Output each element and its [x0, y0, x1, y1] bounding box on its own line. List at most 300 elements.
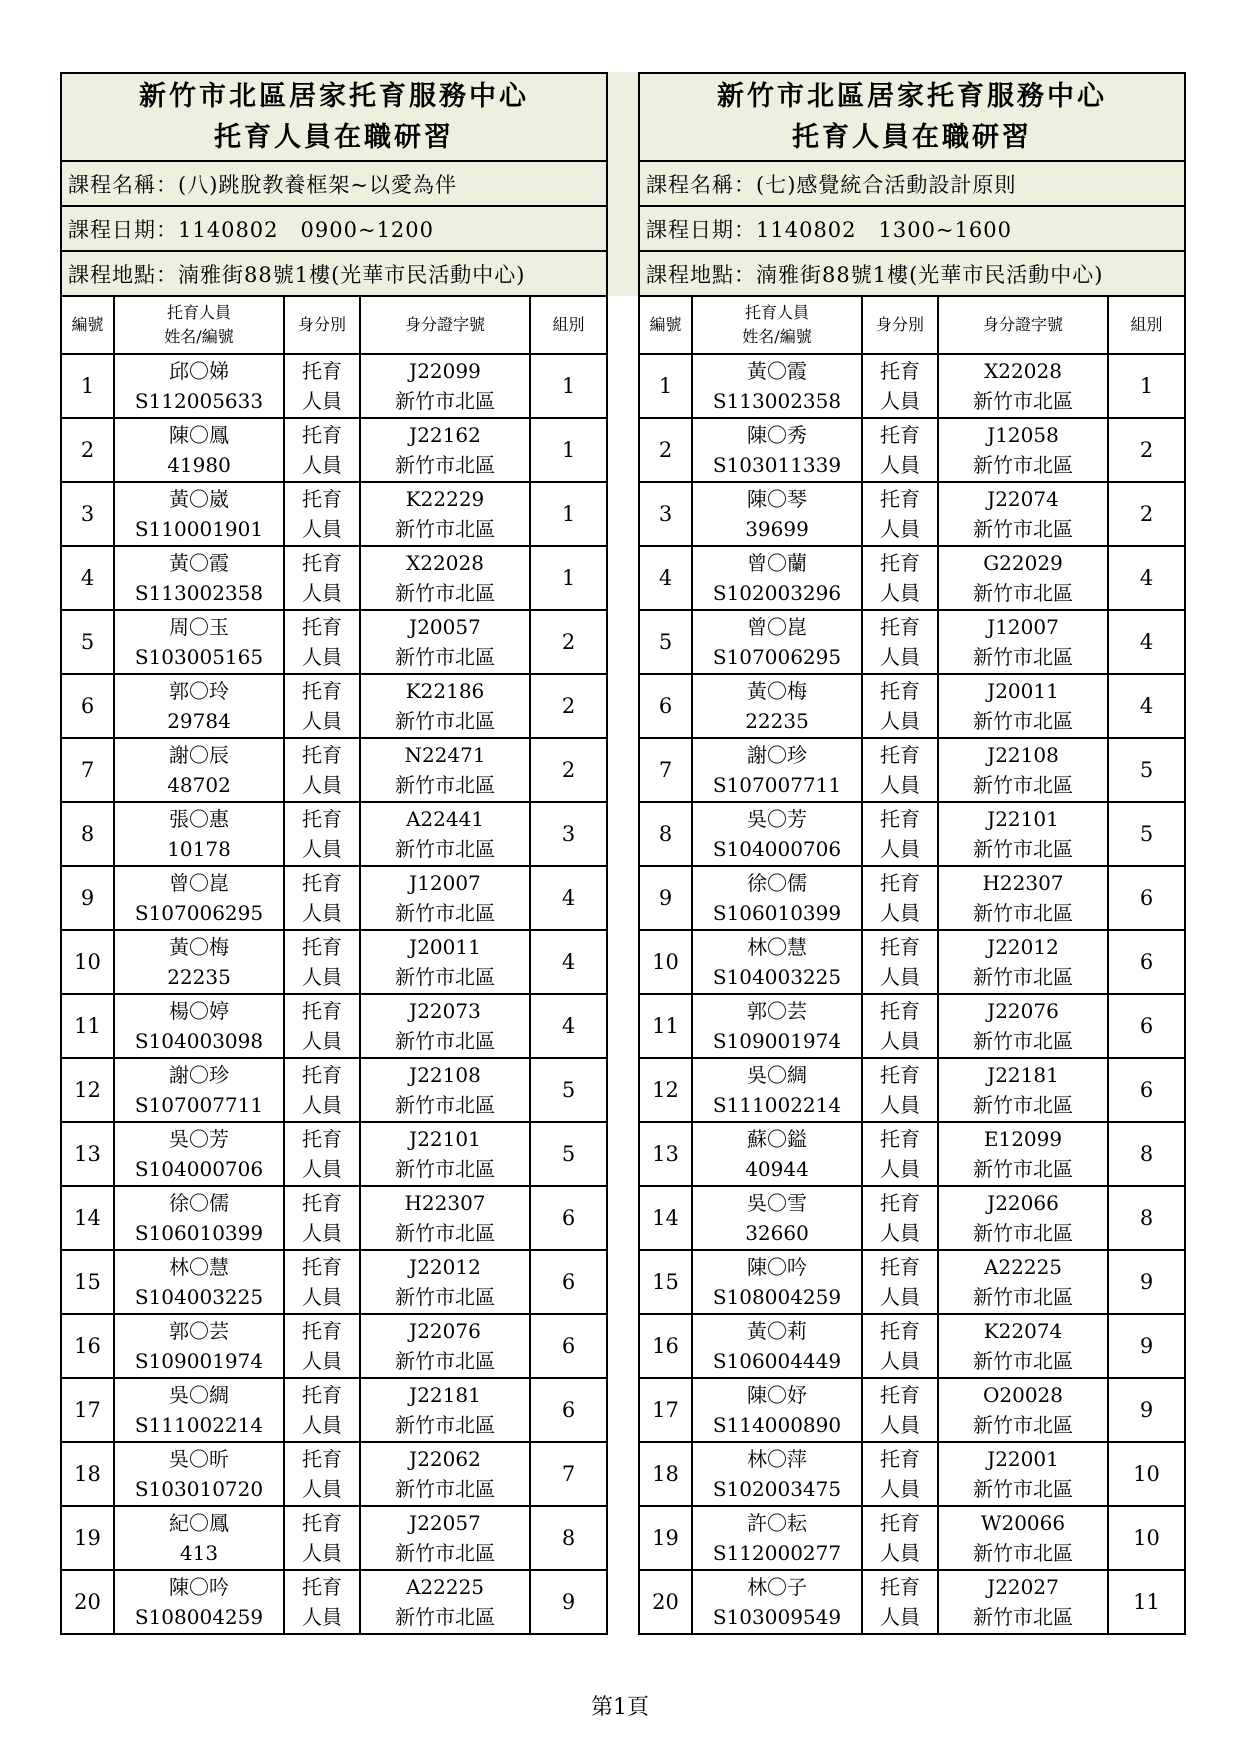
caregiver-code: S107007711 — [712, 773, 842, 797]
role-cell — [862, 418, 938, 482]
id-area: 新竹市北區 — [973, 1157, 1073, 1181]
row-number: 18 — [61, 1442, 114, 1506]
group-number: 1 — [530, 482, 607, 546]
group-number: 5 — [530, 1058, 607, 1122]
id-number: J22027 — [987, 1575, 1059, 1599]
id-area: 新竹市北區 — [395, 517, 495, 541]
header-no: 編號 — [639, 296, 692, 354]
id-cell — [938, 1058, 1108, 1122]
role-line-1: 托育 — [302, 935, 342, 959]
id-area: 新竹市北區 — [395, 645, 495, 669]
id-number: W20066 — [980, 1511, 1066, 1535]
caregiver-name: 紀〇鳳 — [169, 1511, 229, 1535]
role-line-2: 人員 — [302, 1349, 342, 1373]
caregiver-name: 曾〇蘭 — [747, 551, 807, 575]
id-cell — [938, 418, 1108, 482]
id-cell — [360, 418, 530, 482]
role-line-1: 托育 — [302, 1063, 342, 1087]
role-cell — [284, 1314, 360, 1378]
row-number: 5 — [639, 610, 692, 674]
caregiver-code: S106010399 — [712, 901, 842, 925]
table-row — [61, 1314, 607, 1378]
role-cell — [284, 1378, 360, 1442]
header-no: 編號 — [61, 296, 114, 354]
id-area: 新竹市北區 — [395, 1029, 495, 1053]
caregiver-name: 吳〇昕 — [169, 1447, 229, 1471]
role-line-2: 人員 — [302, 1477, 342, 1501]
row-number: 11 — [639, 994, 692, 1058]
caregiver-code: S103011339 — [712, 453, 842, 477]
id-number: A22225 — [983, 1255, 1063, 1279]
id-area: 新竹市北區 — [973, 645, 1073, 669]
id-cell — [360, 1442, 530, 1506]
row-number: 16 — [61, 1314, 114, 1378]
table-row — [61, 418, 607, 482]
caregiver-code: 41980 — [167, 453, 231, 477]
role-line-1: 托育 — [880, 1063, 920, 1087]
table-row — [61, 1378, 607, 1442]
caregiver-code: S109001974 — [712, 1029, 842, 1053]
row-number: 1 — [61, 354, 114, 418]
id-cell — [938, 1122, 1108, 1186]
role-line-1: 托育 — [302, 871, 342, 895]
caregiver-name: 徐〇儒 — [169, 1191, 229, 1215]
caregiver-name: 黃〇霞 — [747, 359, 807, 383]
id-number: J20011 — [987, 679, 1059, 703]
role-cell — [862, 1378, 938, 1442]
group-number: 4 — [530, 866, 607, 930]
id-cell — [938, 738, 1108, 802]
id-area: 新竹市北區 — [973, 773, 1073, 797]
group-number: 4 — [530, 930, 607, 994]
caregiver-cell — [114, 994, 284, 1058]
caregiver-code: S103005165 — [134, 645, 264, 669]
role-line-1: 托育 — [880, 1447, 920, 1471]
id-number: J22012 — [987, 935, 1059, 959]
table-row — [639, 866, 1185, 930]
id-area: 新竹市北區 — [395, 965, 495, 989]
table-row — [61, 1186, 607, 1250]
role-line-1: 托育 — [302, 1191, 342, 1215]
role-line-2: 人員 — [302, 965, 342, 989]
id-area: 新竹市北區 — [973, 1541, 1073, 1565]
id-cell — [360, 1058, 530, 1122]
id-cell — [938, 482, 1108, 546]
id-number: G22029 — [983, 551, 1063, 575]
role-cell — [284, 802, 360, 866]
group-number: 5 — [1108, 738, 1185, 802]
id-number: J12058 — [987, 423, 1059, 447]
row-number: 6 — [639, 674, 692, 738]
caregiver-cell — [114, 738, 284, 802]
table-row — [639, 354, 1185, 418]
role-cell — [284, 738, 360, 802]
id-number: J22074 — [987, 487, 1059, 511]
id-cell — [360, 1122, 530, 1186]
row-number: 8 — [61, 802, 114, 866]
caregiver-cell — [692, 802, 862, 866]
role-line-2: 人員 — [880, 837, 920, 861]
id-area: 新竹市北區 — [395, 1541, 495, 1565]
role-line-2: 人員 — [302, 645, 342, 669]
row-number: 6 — [61, 674, 114, 738]
role-line-1: 托育 — [880, 1511, 920, 1535]
id-area: 新竹市北區 — [973, 1221, 1073, 1245]
role-cell — [862, 802, 938, 866]
caregiver-name: 林〇子 — [747, 1575, 807, 1599]
id-area: 新竹市北區 — [973, 1285, 1073, 1309]
caregiver-cell — [692, 994, 862, 1058]
table-row — [61, 1250, 607, 1314]
table-row — [639, 738, 1185, 802]
caregiver-code: 32660 — [745, 1221, 809, 1245]
row-number: 7 — [61, 738, 114, 802]
group-number: 2 — [530, 674, 607, 738]
role-cell — [862, 1122, 938, 1186]
role-line-2: 人員 — [302, 1221, 342, 1245]
role-line-1: 托育 — [302, 551, 342, 575]
id-area: 新竹市北區 — [395, 581, 495, 605]
id-area: 新竹市北區 — [395, 453, 495, 477]
caregiver-code: S107006295 — [134, 901, 264, 925]
role-line-1: 托育 — [880, 807, 920, 831]
role-line-2: 人員 — [880, 581, 920, 605]
row-number: 20 — [61, 1570, 114, 1634]
id-area: 新竹市北區 — [395, 1093, 495, 1117]
roster-table — [638, 72, 1186, 1635]
role-line-1: 托育 — [302, 743, 342, 767]
id-number: J22057 — [409, 1511, 481, 1535]
table-row — [61, 610, 607, 674]
role-line-1: 托育 — [302, 1255, 342, 1279]
title-line-1: 新竹市北區居家托育服務中心 — [717, 81, 1108, 112]
caregiver-name: 曾〇崑 — [747, 615, 807, 639]
row-number: 7 — [639, 738, 692, 802]
group-number: 2 — [530, 738, 607, 802]
role-line-1: 托育 — [302, 1511, 342, 1535]
id-cell — [360, 1378, 530, 1442]
row-number: 20 — [639, 1570, 692, 1634]
group-number: 6 — [1108, 1058, 1185, 1122]
caregiver-cell — [114, 1314, 284, 1378]
table-header-row — [639, 296, 1185, 354]
header-name — [114, 296, 284, 354]
table-row — [61, 1058, 607, 1122]
id-number: J22012 — [409, 1255, 481, 1279]
caregiver-name: 林〇慧 — [747, 935, 807, 959]
group-number: 6 — [530, 1314, 607, 1378]
caregiver-name: 林〇慧 — [169, 1255, 229, 1279]
table-row — [639, 1186, 1185, 1250]
roster-left — [60, 72, 606, 1635]
caregiver-code: S104003225 — [712, 965, 842, 989]
role-line-1: 托育 — [302, 1127, 342, 1151]
id-number: J22066 — [987, 1191, 1059, 1215]
role-cell — [862, 1058, 938, 1122]
id-number: E12099 — [983, 1127, 1063, 1151]
id-area: 新竹市北區 — [395, 709, 495, 733]
role-cell — [284, 1506, 360, 1570]
id-area: 新竹市北區 — [973, 389, 1073, 413]
id-cell — [360, 1570, 530, 1634]
id-number: J22062 — [409, 1447, 481, 1471]
table-row — [639, 1314, 1185, 1378]
id-area: 新竹市北區 — [395, 773, 495, 797]
caregiver-cell — [692, 546, 862, 610]
role-line-2: 人員 — [880, 1605, 920, 1629]
caregiver-cell — [114, 866, 284, 930]
group-number: 10 — [1108, 1442, 1185, 1506]
role-line-1: 托育 — [302, 807, 342, 831]
header-id: 身分證字號 — [938, 296, 1108, 354]
id-number: J22001 — [987, 1447, 1059, 1471]
role-line-1: 托育 — [880, 999, 920, 1023]
caregiver-cell — [114, 802, 284, 866]
role-line-2: 人員 — [302, 453, 342, 477]
header-name — [692, 296, 862, 354]
caregiver-code: S110001901 — [134, 517, 264, 541]
caregiver-cell — [692, 1250, 862, 1314]
role-line-1: 托育 — [302, 1319, 342, 1343]
role-line-2: 人員 — [880, 709, 920, 733]
role-line-2: 人員 — [302, 581, 342, 605]
id-cell — [938, 1314, 1108, 1378]
id-number: K22074 — [983, 1319, 1063, 1343]
role-cell — [862, 1442, 938, 1506]
role-cell — [862, 1314, 938, 1378]
row-number: 19 — [61, 1506, 114, 1570]
caregiver-code: S106010399 — [134, 1221, 264, 1245]
role-line-1: 托育 — [880, 1127, 920, 1151]
caregiver-code: S106004449 — [712, 1349, 842, 1373]
group-number: 4 — [1108, 674, 1185, 738]
group-number: 2 — [1108, 418, 1185, 482]
roster-table — [60, 72, 608, 1635]
group-number: 5 — [530, 1122, 607, 1186]
role-cell — [284, 1442, 360, 1506]
caregiver-code: S104003225 — [134, 1285, 264, 1309]
role-cell — [284, 930, 360, 994]
id-number: J12007 — [409, 871, 481, 895]
course-name: 課程名稱：(八)跳脫教養框架~以愛為伴 — [61, 161, 607, 206]
caregiver-name: 陳〇吟 — [169, 1575, 229, 1599]
caregiver-cell — [692, 1506, 862, 1570]
role-cell — [862, 738, 938, 802]
group-number: 10 — [1108, 1506, 1185, 1570]
caregiver-name: 吳〇芳 — [747, 807, 807, 831]
caregiver-code: S102003296 — [712, 581, 842, 605]
table-header-row — [61, 296, 607, 354]
caregiver-cell — [692, 1122, 862, 1186]
caregiver-name: 林〇萍 — [747, 1447, 807, 1471]
role-cell — [284, 1250, 360, 1314]
role-line-1: 托育 — [302, 1575, 342, 1599]
caregiver-name: 黃〇霞 — [169, 551, 229, 575]
caregiver-name: 吳〇綢 — [747, 1063, 807, 1087]
caregiver-name: 黃〇梅 — [169, 935, 229, 959]
id-area: 新竹市北區 — [395, 1477, 495, 1501]
table-row — [639, 1506, 1185, 1570]
caregiver-cell — [114, 1442, 284, 1506]
table-row — [639, 930, 1185, 994]
role-line-2: 人員 — [880, 965, 920, 989]
role-cell — [862, 1250, 938, 1314]
role-line-2: 人員 — [880, 1221, 920, 1245]
id-area: 新竹市北區 — [973, 1413, 1073, 1437]
role-line-1: 托育 — [302, 1383, 342, 1407]
role-cell — [862, 866, 938, 930]
id-cell — [360, 674, 530, 738]
id-cell — [360, 354, 530, 418]
caregiver-name: 陳〇琴 — [747, 487, 807, 511]
table-row — [61, 1122, 607, 1186]
id-area: 新竹市北區 — [973, 1605, 1073, 1629]
role-line-1: 托育 — [880, 551, 920, 575]
caregiver-code: S104000706 — [134, 1157, 264, 1181]
caregiver-cell — [692, 1314, 862, 1378]
header-group: 組別 — [1108, 296, 1185, 354]
role-cell — [862, 930, 938, 994]
table-row — [61, 1506, 607, 1570]
caregiver-code: S111002214 — [712, 1093, 842, 1117]
caregiver-cell — [692, 1186, 862, 1250]
role-line-2: 人員 — [302, 901, 342, 925]
id-cell — [360, 1506, 530, 1570]
header-name-line-1: 托育人員 — [166, 303, 231, 322]
row-number: 10 — [639, 930, 692, 994]
caregiver-name: 陳〇吟 — [747, 1255, 807, 1279]
role-line-2: 人員 — [302, 1157, 342, 1181]
header-name-line-2: 姓名/編號 — [164, 327, 234, 346]
table-row — [61, 354, 607, 418]
caregiver-code: S107007711 — [134, 1093, 264, 1117]
row-number: 16 — [639, 1314, 692, 1378]
id-number: A22441 — [405, 807, 485, 831]
role-line-1: 托育 — [880, 359, 920, 383]
group-number: 7 — [530, 1442, 607, 1506]
caregiver-name: 陳〇鳳 — [169, 423, 229, 447]
caregiver-name: 吳〇綢 — [169, 1383, 229, 1407]
row-number: 17 — [639, 1378, 692, 1442]
id-number: J22181 — [409, 1383, 481, 1407]
id-number: X22028 — [984, 359, 1062, 383]
role-line-1: 托育 — [302, 1447, 342, 1471]
caregiver-cell — [692, 1378, 862, 1442]
id-number: K22186 — [405, 679, 485, 703]
course-name: 課程名稱：(七)感覺統合活動設計原則 — [639, 161, 1185, 206]
caregiver-code: 39699 — [745, 517, 809, 541]
caregiver-code: S112005633 — [134, 389, 264, 413]
row-number: 12 — [639, 1058, 692, 1122]
id-number: J22076 — [987, 999, 1059, 1023]
caregiver-code: 22235 — [745, 709, 809, 733]
id-number: J22108 — [409, 1063, 481, 1087]
group-number: 9 — [1108, 1250, 1185, 1314]
row-number: 4 — [639, 546, 692, 610]
caregiver-code: S104000706 — [712, 837, 842, 861]
caregiver-code: S108004259 — [134, 1605, 264, 1629]
id-number: N22471 — [404, 743, 486, 767]
table-row — [61, 994, 607, 1058]
caregiver-code: 40944 — [745, 1157, 809, 1181]
id-cell — [938, 610, 1108, 674]
page-number: 第1頁 — [591, 1695, 649, 1720]
role-line-2: 人員 — [880, 1157, 920, 1181]
table-row — [61, 546, 607, 610]
table-row — [639, 1058, 1185, 1122]
role-cell — [284, 674, 360, 738]
role-cell — [284, 1122, 360, 1186]
role-cell — [862, 482, 938, 546]
caregiver-cell — [114, 930, 284, 994]
row-number: 14 — [639, 1186, 692, 1250]
roster-title — [639, 73, 1185, 161]
id-area: 新竹市北區 — [973, 709, 1073, 733]
group-number: 6 — [530, 1186, 607, 1250]
caregiver-code: S111002214 — [134, 1413, 264, 1437]
id-area: 新竹市北區 — [973, 1093, 1073, 1117]
caregiver-cell — [114, 1570, 284, 1634]
table-row — [639, 674, 1185, 738]
role-line-2: 人員 — [880, 1093, 920, 1117]
role-cell — [284, 610, 360, 674]
row-number: 15 — [61, 1250, 114, 1314]
id-cell — [938, 866, 1108, 930]
role-line-2: 人員 — [302, 1605, 342, 1629]
id-cell — [938, 1378, 1108, 1442]
caregiver-cell — [114, 1250, 284, 1314]
caregiver-code: S103009549 — [712, 1605, 842, 1629]
id-area: 新竹市北區 — [395, 1413, 495, 1437]
table-row — [639, 802, 1185, 866]
id-area: 新竹市北區 — [973, 517, 1073, 541]
role-line-1: 托育 — [880, 679, 920, 703]
group-number: 5 — [1108, 802, 1185, 866]
role-line-1: 托育 — [880, 1255, 920, 1279]
course-date: 課程日期：1140802 0900~1200 — [61, 206, 607, 251]
id-area: 新竹市北區 — [973, 901, 1073, 925]
group-number: 9 — [1108, 1378, 1185, 1442]
caregiver-cell — [114, 1186, 284, 1250]
caregiver-name: 楊〇婷 — [169, 999, 229, 1023]
header-id: 身分證字號 — [360, 296, 530, 354]
caregiver-code: 48702 — [167, 773, 231, 797]
role-cell — [862, 610, 938, 674]
id-number: J12007 — [987, 615, 1059, 639]
caregiver-name: 周〇玉 — [169, 615, 229, 639]
id-area: 新竹市北區 — [395, 1221, 495, 1245]
table-row — [61, 482, 607, 546]
group-number: 4 — [1108, 546, 1185, 610]
group-number: 11 — [1108, 1570, 1185, 1634]
caregiver-cell — [692, 418, 862, 482]
id-cell — [938, 994, 1108, 1058]
caregiver-name: 邱〇娣 — [169, 359, 229, 383]
id-number: H22307 — [404, 1191, 486, 1215]
role-line-1: 托育 — [880, 1191, 920, 1215]
id-area: 新竹市北區 — [973, 453, 1073, 477]
group-number: 6 — [1108, 866, 1185, 930]
role-cell — [284, 1058, 360, 1122]
role-line-2: 人員 — [880, 1413, 920, 1437]
role-cell — [284, 546, 360, 610]
id-number: H22307 — [982, 871, 1064, 895]
role-line-2: 人員 — [880, 1477, 920, 1501]
id-cell — [360, 994, 530, 1058]
id-number: K22229 — [405, 487, 485, 511]
id-area: 新竹市北區 — [395, 1349, 495, 1373]
id-number: J22073 — [409, 999, 481, 1023]
